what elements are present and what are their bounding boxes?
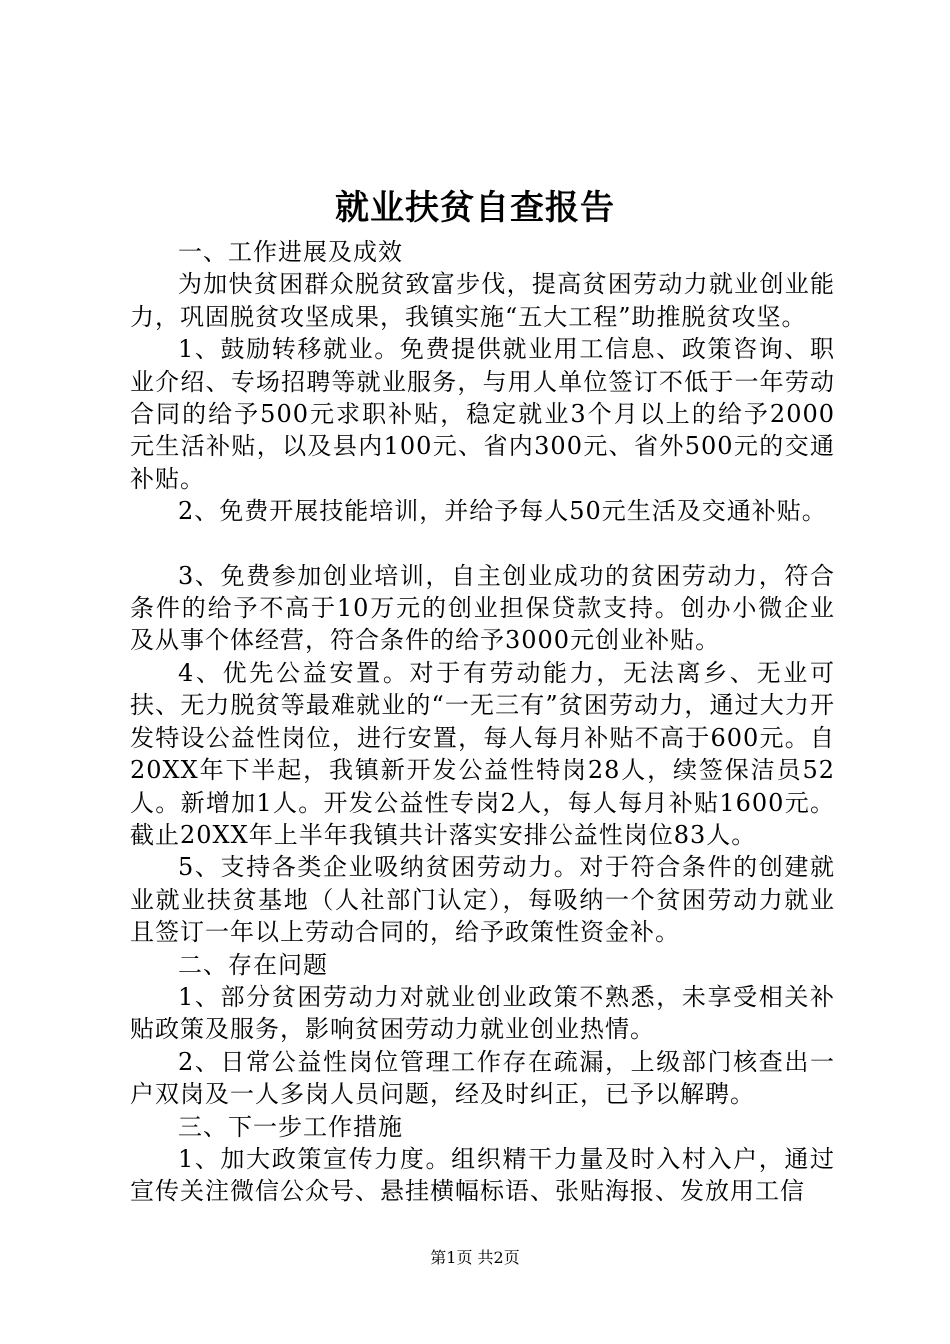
paragraph: 1、部分贫困劳动力对就业创业政策不熟悉，未享受相关补贴政策及服务，影响贫困劳动力就业创业热情。: [130, 982, 835, 1044]
paragraph: 3、免费参加创业培训，自主创业成功的贫困劳动力，符合条件的给予不高于10万元的创业担保贷款支持。创办小微企业及从事个体经营，符合条件的给予3000元创业补贴。: [130, 561, 835, 655]
paragraph: 4、优先公益安置。对于有劳动能力，无法离乡、无业可扶、无力脱贫等最难就业的“一无三有”贫困劳动力，通过大力开发特设公益性岗位，进行安置，每人每月补贴不高于600元。自20XX年下半起，我镇新开发公益性特岗28人，续签保洁员52人。新增加1人。开发公益性专岗2人，每人每月补贴1600元。截止20XX年上半年我镇共计落实安排公益性岗位83人。: [130, 658, 835, 849]
paragraph: 2、免费开展技能培训，并给予每人50元生活及交通补贴。: [178, 497, 827, 526]
paragraph: 2、日常公益性岗位管理工作存在疏漏，上级部门核查出一户双岗及一人多岗人员问题，经及时纠正，已予以解聘。: [130, 1047, 835, 1109]
paragraph: 1、加大政策宣传力度。组织精干力量及时入村入户，通过宣传关注微信公众号、悬挂横幅标语、张贴海报、发放用工信: [130, 1144, 835, 1206]
paragraph: 1、鼓励转移就业。免费提供就业用工信息、政策咨询、职业介绍、专场招聘等就业服务，与用人单位签订不低于一年劳动合同的给予500元求职补贴，稳定就业3个月以上的给予2000元生活补贴，以及县内100元、省内300元、省外500元的交通补贴。: [130, 335, 835, 493]
document-body: [130, 236, 835, 1208]
document-title: 就业扶贫自查报告: [335, 188, 615, 228]
paragraph: 5、支持各类企业吸纳贫困劳动力。对于符合条件的创建就业就业扶贫基地（人社部门认定），每吸纳一个贫困劳动力就业且签订一年以上劳动合同的，给予政策性资金补。: [130, 853, 835, 947]
section-heading: 三、下一步工作措施: [178, 1112, 403, 1141]
page-footer: 第1页 共2页: [430, 1248, 520, 1267]
section-heading: 二、存在问题: [178, 950, 328, 979]
paragraph: 为加快贫困群众脱贫致富步伐，提高贫困劳动力就业创业能力，巩固脱贫攻坚成果，我镇实施“五大工程”助推脱贫攻坚。: [130, 270, 835, 331]
section-heading: 一、工作进展及成效: [178, 238, 403, 266]
